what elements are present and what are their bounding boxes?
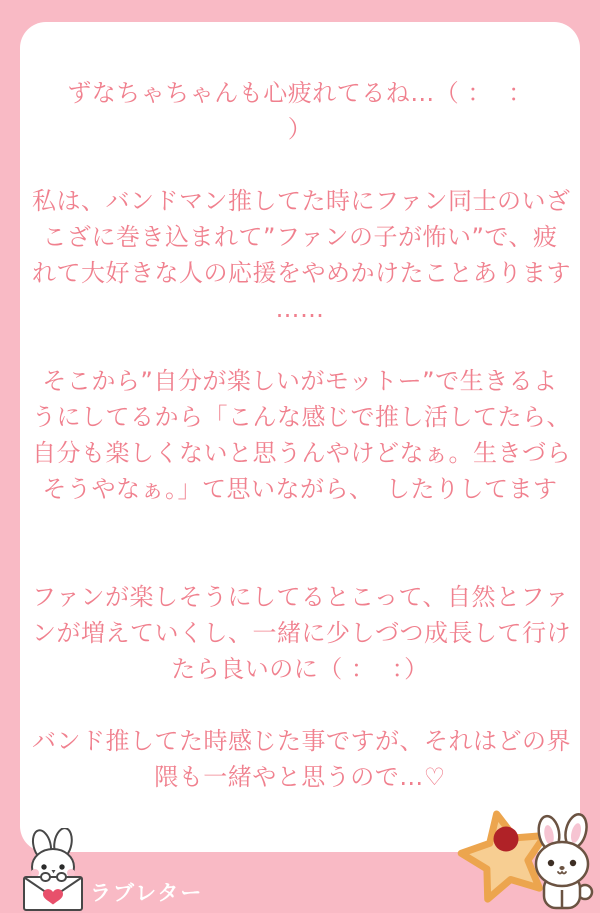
- blank-line: [32, 507, 568, 543]
- message-body: [20, 22, 580, 795]
- message-line: ンが増えていくし、一緒に少しづつ成長して行け: [32, 619, 571, 647]
- message-line: 自分も楽しくないと思うんやけどなぁ。生きづら: [32, 439, 571, 467]
- rabbit-icon: [536, 812, 592, 908]
- message-line: れて大好きな人の応援をやめかけたことあります: [32, 259, 571, 287]
- message-card: [20, 22, 580, 852]
- jam-icon: [494, 827, 519, 852]
- blank-line: [32, 687, 568, 723]
- message-line: ずなちゃちゃんも心疲れてるね…（ ： ：: [67, 79, 533, 107]
- message-line: ……: [275, 295, 325, 323]
- blank-line: [32, 543, 568, 579]
- blank-line: [32, 327, 568, 363]
- message-line: こざに巻き込まれて”ファンの子が怖い”で、疲: [42, 223, 558, 251]
- message-line: ファンが楽しそうにしてるとこって、自然とファ: [32, 583, 570, 611]
- message-line: そこから”自分が楽しいがモットー”で生きるよ: [42, 367, 558, 395]
- star-cookie-icon: [461, 814, 545, 899]
- star-cookie-and-rabbit-icon: [448, 806, 598, 913]
- message-line: バンド推してた時感じた事ですが、それはどの界: [32, 727, 571, 755]
- message-line: そうやなぁ。」て思いながら、 したりしてます: [42, 475, 558, 503]
- message-line: うにしてるから「こんな感じで推し活してたら、: [32, 403, 571, 431]
- message-line: 私は、バンドマン推してた時にファン同士のいざ: [32, 187, 571, 215]
- footer-label: ラブレター: [90, 881, 204, 905]
- message-line: 隈も一緒やと思うので…♡: [154, 763, 446, 791]
- message-line: ）: [287, 115, 313, 143]
- envelope-icon: [24, 873, 82, 910]
- message-line: たら良いのに（ ： ：）: [171, 655, 429, 683]
- blank-line: [32, 147, 568, 183]
